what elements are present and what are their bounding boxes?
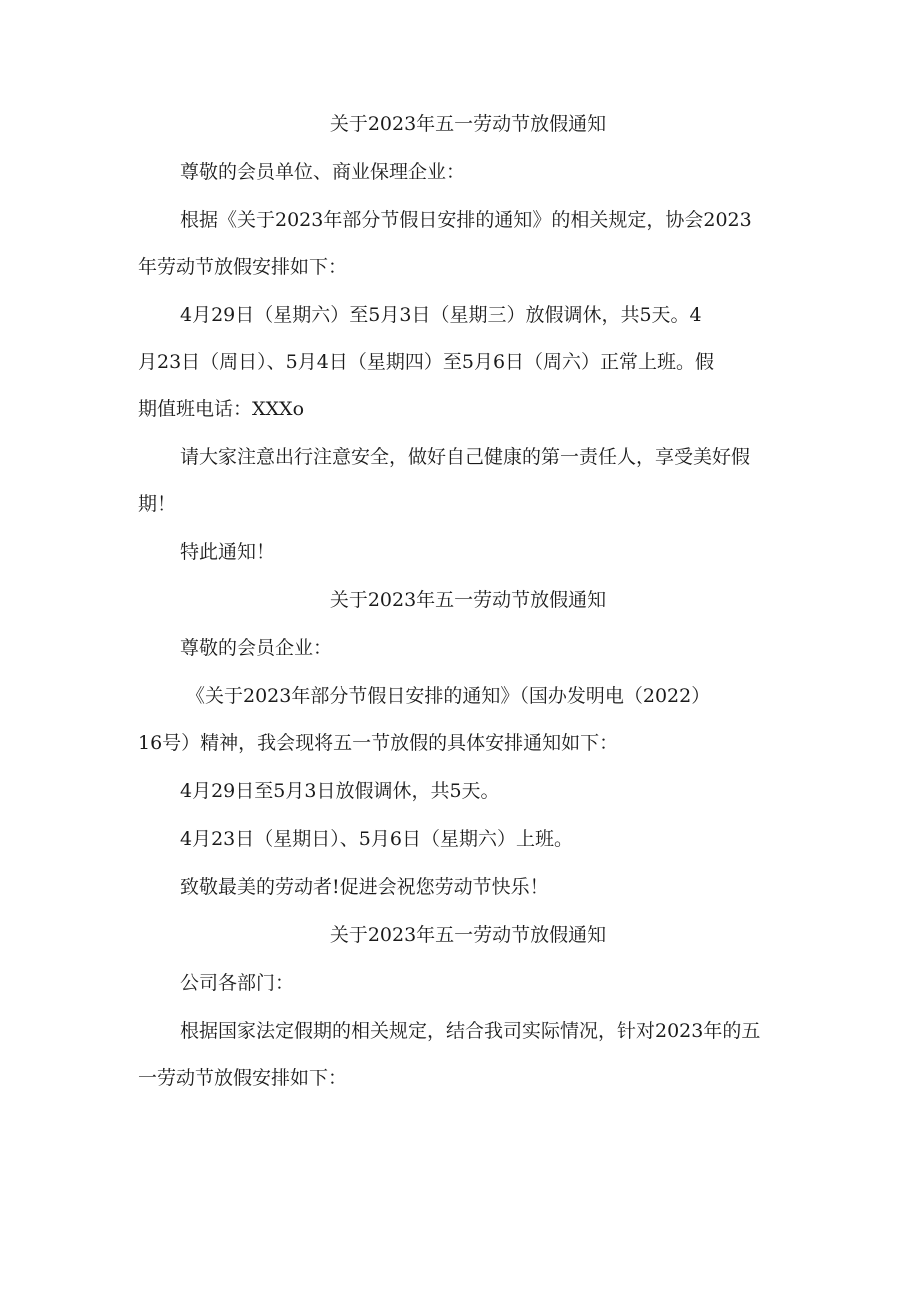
paragraph xyxy=(138,303,798,421)
closing-line: 特此通知！ xyxy=(180,541,276,563)
notice-title: 关于2023年五一劳动节放假通知 xyxy=(329,113,607,135)
document-page xyxy=(138,112,798,1114)
paragraph xyxy=(138,1019,798,1090)
paragraph xyxy=(138,684,798,755)
closing-line: 致敬最美的劳动者!促进会祝您劳动节快乐！ xyxy=(180,876,549,898)
paragraph-line: 期值班电话：XXXo xyxy=(138,398,305,420)
paragraph xyxy=(138,445,798,516)
paragraph-line: 根据《关于2023年部分节假日安排的通知》的相关规定，协会2023 xyxy=(180,209,752,231)
paragraph-line: 年劳动节放假安排如下： xyxy=(138,256,348,278)
notice-section-3 xyxy=(138,923,798,1090)
paragraph-line: 一劳动节放假安排如下： xyxy=(138,1067,348,1089)
paragraph-line: 期！ xyxy=(138,493,177,515)
notice-title: 关于2023年五一劳动节放假通知 xyxy=(329,924,607,946)
paragraph-line: 16号）精神，我会现将五一节放假的具体安排通知如下： xyxy=(138,732,619,754)
paragraph-line: 请大家注意出行注意安全，做好自己健康的第一责任人，享受美好假 xyxy=(180,446,751,468)
paragraph: 4月23日（星期日）、5月6日（星期六）上班。 xyxy=(180,828,573,850)
salutation: 尊敬的会员单位、商业保理企业： xyxy=(180,161,466,183)
paragraph: 4月29日至5月3日放假调休，共5天。 xyxy=(180,780,500,802)
paragraph-line: 月23日（周日）、5月4日（星期四）至5月6日（周六）正常上班。假 xyxy=(138,351,715,373)
salutation: 尊敬的会员企业： xyxy=(180,637,333,659)
paragraph-line: 根据国家法定假期的相关规定，结合我司实际情况，针对2023年的五 xyxy=(180,1020,761,1042)
notice-section-2 xyxy=(138,588,798,899)
paragraph-line: 4月29日（星期六）至5月3日（星期三）放假调休，共5天。4 xyxy=(180,304,702,326)
salutation: 公司各部门： xyxy=(180,972,295,994)
notice-title: 关于2023年五一劳动节放假通知 xyxy=(329,589,607,611)
paragraph xyxy=(138,208,798,279)
paragraph-line: 《关于2023年部分节假日安排的通知》（国办发明电（2022） xyxy=(186,685,711,707)
notice-section-1 xyxy=(138,112,798,564)
